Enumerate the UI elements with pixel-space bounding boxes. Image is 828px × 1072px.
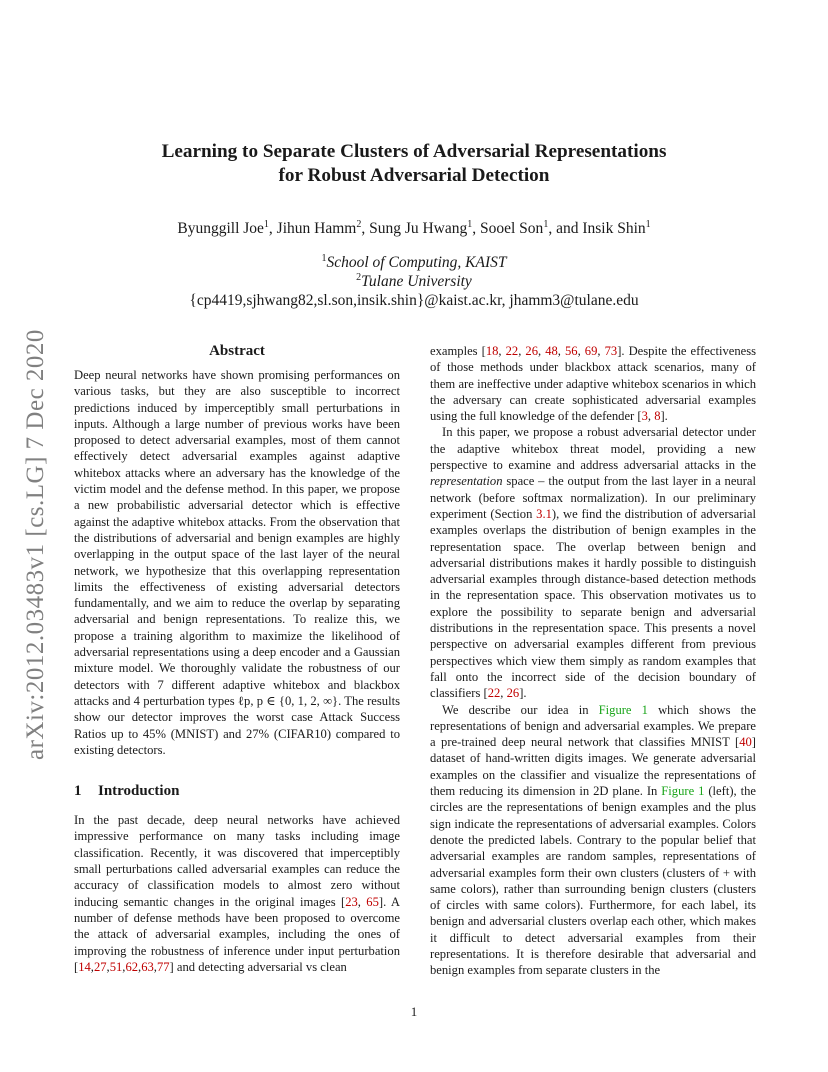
citation-link[interactable]: 26 bbox=[525, 344, 538, 358]
emphasis-text: representation bbox=[430, 474, 503, 489]
left-column bbox=[74, 343, 400, 975]
page-number: 1 bbox=[410, 1004, 418, 1019]
intro-text: ]. A number of defense methods have been proposed to overcome the attack of adversarial examples, including the ones of improving the robustness of inference under input perturbation [ bbox=[74, 894, 400, 974]
citation-link[interactable]: 73 bbox=[604, 344, 618, 358]
section-number: 1 bbox=[74, 783, 82, 800]
citation-link[interactable]: 69 bbox=[584, 344, 598, 358]
right-paragraph-1: examples [18, 22, 26, 48, 56, 69, 73]. Despite the effectiveness of those methods under blackbox attack scenarios, many of them are ineffective under adaptive whitebox scenarios in which the adversary can create sophisticated adversarial examples using the full knowledge of the defender [3, 8]. bbox=[430, 344, 757, 424]
author-name: Byunggill Joe bbox=[177, 220, 264, 237]
body-text: ]. bbox=[519, 686, 527, 701]
author-affiliation-mark: 1 bbox=[467, 218, 473, 230]
figure-link[interactable]: Figure 1 bbox=[661, 784, 705, 799]
affiliation-1 bbox=[90, 254, 738, 272]
affiliation-name: School of Computing, KAIST bbox=[326, 254, 507, 271]
citation-link[interactable]: 22 bbox=[505, 344, 519, 358]
body-text: We describe our idea in bbox=[442, 702, 599, 717]
citation-link[interactable]: 62 bbox=[125, 959, 139, 974]
citation-link[interactable]: 3 bbox=[641, 409, 648, 424]
body-text: ]. bbox=[660, 409, 668, 424]
author-name: , Sooel Son bbox=[472, 220, 544, 237]
author-affiliation-mark: 1 bbox=[263, 218, 269, 230]
citation-link[interactable]: 56 bbox=[565, 344, 578, 358]
arxiv-stamp bbox=[14, 290, 58, 760]
author-list bbox=[90, 220, 738, 238]
title-line-2: for Robust Adversarial Detection bbox=[278, 165, 550, 186]
abstract-text: Deep neural networks have shown promising performances on various tasks, but they are also susceptible to incorrect predictions induced by imperceptibly small perturbations in inputs. Although a large number of previous works have been proposed to detect adversarial examples, most of them cannot effectively detect adversarial examples against adaptive whitebox attacks where an adversary has the knowledge of the victim model and the defense method. In this paper, we propose a new probabilistic adversarial detector which is effective against the adaptive whitebox attacks. From the observation that the distributions of adversarial and benign examples are highly overlapping in the output space of the last layer of the neural network, we hypothesize that this overlapping representation limits the effectiveness of existing adversarial detectors fundamentally, and we aim to reduce the overlap by separating adversarial and benign representations. To realize this, we propose a training algorithm to maximize the likelihood of adversarial representations using a deep encoder and a Gaussian mixture model. We thoroughly validate the robustness of our detectors with 7 different adaptive whitebox and blackbox attacks and 4 perturbation types ℓp, p ∈ {0, 1, 2, ∞}. The results show our detector improves the worst case Attack Success Ratios up to 45% (MNIST) and 27% (CIFAR10) compared to existing detectors. bbox=[74, 368, 400, 757]
right-column bbox=[430, 343, 756, 979]
body-text: ]. Despite the effectiveness of those methods under blackbox attack scenarios, many of them are ineffective under adaptive whitebox scenarios in which the adversary can create sophisticated adversarial examples using the full knowledge of the defender [ bbox=[430, 344, 757, 424]
citation-link[interactable]: 26 bbox=[506, 686, 520, 701]
section-title: Introduction bbox=[98, 783, 180, 800]
body-text: ] dataset of hand-written digits images. We generate adversarial examples on the classifier and visualize the representations of them reducing its dimension in 2D plane. In bbox=[430, 735, 756, 799]
intro-paragraph: In the past decade, deep neural networks have achieved impressive performance on many tasks including image classification. Recently, it was discovered that imperceptibly small perturbations called adversarial examples can reduce the accuracy of classification models to almost zero without inducing semantic changes in the original images [23, 65]. A number of defense methods have been proposed to overcome the attack of adversarial examples, including the ones of improving the robustness of inference under input perturbation [14,27,51,62,63,77] and detecting adversarial vs clean bbox=[74, 813, 400, 974]
citation-link[interactable]: 22 bbox=[487, 686, 501, 701]
title-line-1: Learning to Separate Clusters of Adversarial Representations bbox=[161, 141, 667, 162]
affiliation-2 bbox=[90, 273, 738, 291]
body-text: which shows the representations of benign and adversarial examples. We prepare a pre-trained deep neural network that classifies MNIST [ bbox=[430, 702, 756, 750]
author-name: , Jihun Hamm bbox=[268, 220, 357, 237]
right-paragraph-2: In this paper, we propose a robust adversarial detector under the adaptive whitebox threat model, providing a new perspective to examine and address adversarial attacks in the representation space – the output from the last layer in a neural network (before softmax normalization). In our preliminary experiment (Section 3.1), we find the distribution of adversarial examples overlaps the distribution of benign examples in the representation space. The overlap between benign and adversarial distributions makes it hardly possible to distinguish adversarial examples through distance-based detection methods in the representation space. This observation motivates us to explore the possibility to separate benign and adversarial distributions in the representation space. This presents a novel perspective on adversarial examples different from previous perspectives which view them simply as random examples that fall onto the incorrect side of the decision boundary of classifiers [22, 26]. bbox=[430, 425, 756, 701]
author-name: , and Insik Shin bbox=[548, 220, 646, 237]
citation-link[interactable]: 8 bbox=[654, 409, 661, 424]
citation-link[interactable]: 77 bbox=[156, 959, 170, 974]
body-text: (left), the circles are the representations of benign examples and the plus sign indicate the representations of adversarial examples. Colors denote the predicted labels. Contrary to the popular belief that adversarial examples are random samples, representations of adversarial examples form their own clusters (clusters of + with same colors), rather than surrounding benign clusters (clusters of circles with same colors). Furthermore, for each label, its benign and adversarial clusters overlap each other, which makes it difficult to detect adversarial examples from their representations. It is therefore desirable that adversarial and benign examples from separate clusters in the bbox=[430, 784, 756, 978]
body-text: ), we find the distribution of adversarial examples overlaps the distribution of benign examples in the representation space. The overlap between benign and adversarial distributions makes it hardly possible to distinguish adversarial examples through distance-based detection methods in the representation space. This observation motivates us to explore the possibility to separate benign and adversarial distributions in the representation space. This presents a novel perspective on adversarial examples different from previous perspectives which view them simply as random examples that fall onto the incorrect side of the decision boundary of classifiers [ bbox=[430, 506, 756, 701]
affiliation-name: Tulane University bbox=[361, 273, 472, 290]
citation-link[interactable]: 18 bbox=[485, 344, 499, 358]
affiliation-mark: 1 bbox=[321, 252, 327, 264]
author-affiliation-mark: 1 bbox=[645, 218, 651, 230]
abstract-heading: Abstract bbox=[209, 343, 265, 359]
citation-link[interactable]: 27 bbox=[93, 959, 107, 974]
intro-text: In the past decade, deep neural networks have achieved impressive performance on many tasks including image classification. Recently, it was discovered that imperceptibly small perturbations called adversarial examples can reduce the accuracy of classification models to almost zero without inducing semantic changes in the original images [ bbox=[74, 813, 400, 909]
body-text: examples [ bbox=[430, 344, 486, 358]
citation-link[interactable]: 40 bbox=[739, 735, 752, 750]
body-text: space – the output from the last layer in a neural network (before softmax normalization). In our preliminary experiment (Section bbox=[430, 474, 756, 521]
citation-link[interactable]: 23 bbox=[345, 894, 358, 909]
intro-text: ] and detecting adversarial vs clean bbox=[169, 959, 347, 974]
citation-link[interactable]: 14 bbox=[78, 959, 91, 974]
author-emails: {cp4419,sjhwang82,sl.son,insik.shin}@kaist.ac.kr, jhamm3@tulane.edu bbox=[189, 292, 639, 309]
citation-link[interactable]: 51 bbox=[109, 959, 123, 974]
author-name: , Sung Ju Hwang bbox=[361, 220, 468, 237]
citation-link[interactable]: 48 bbox=[545, 344, 558, 358]
right-paragraph-3 bbox=[430, 702, 756, 979]
author-affiliation-mark: 1 bbox=[543, 218, 549, 230]
author-affiliation-mark: 2 bbox=[356, 218, 362, 230]
section-heading-introduction bbox=[74, 783, 400, 799]
arxiv-stamp-text: arXiv:2012.03483v1 [cs.LG] 7 Dec 2020 bbox=[22, 329, 49, 760]
citation-link[interactable]: 65 bbox=[366, 894, 379, 909]
figure-link[interactable]: Figure 1 bbox=[598, 702, 648, 717]
citation-link[interactable]: 63 bbox=[141, 959, 154, 974]
body-text: In this paper, we propose a robust adversarial detector under the adaptive whitebox threat model, providing a new perspective to examine and address adversarial attacks in the bbox=[430, 425, 756, 473]
affiliation-mark: 2 bbox=[356, 271, 362, 283]
paper-title bbox=[90, 140, 738, 188]
section-link[interactable]: 3.1 bbox=[536, 506, 552, 521]
